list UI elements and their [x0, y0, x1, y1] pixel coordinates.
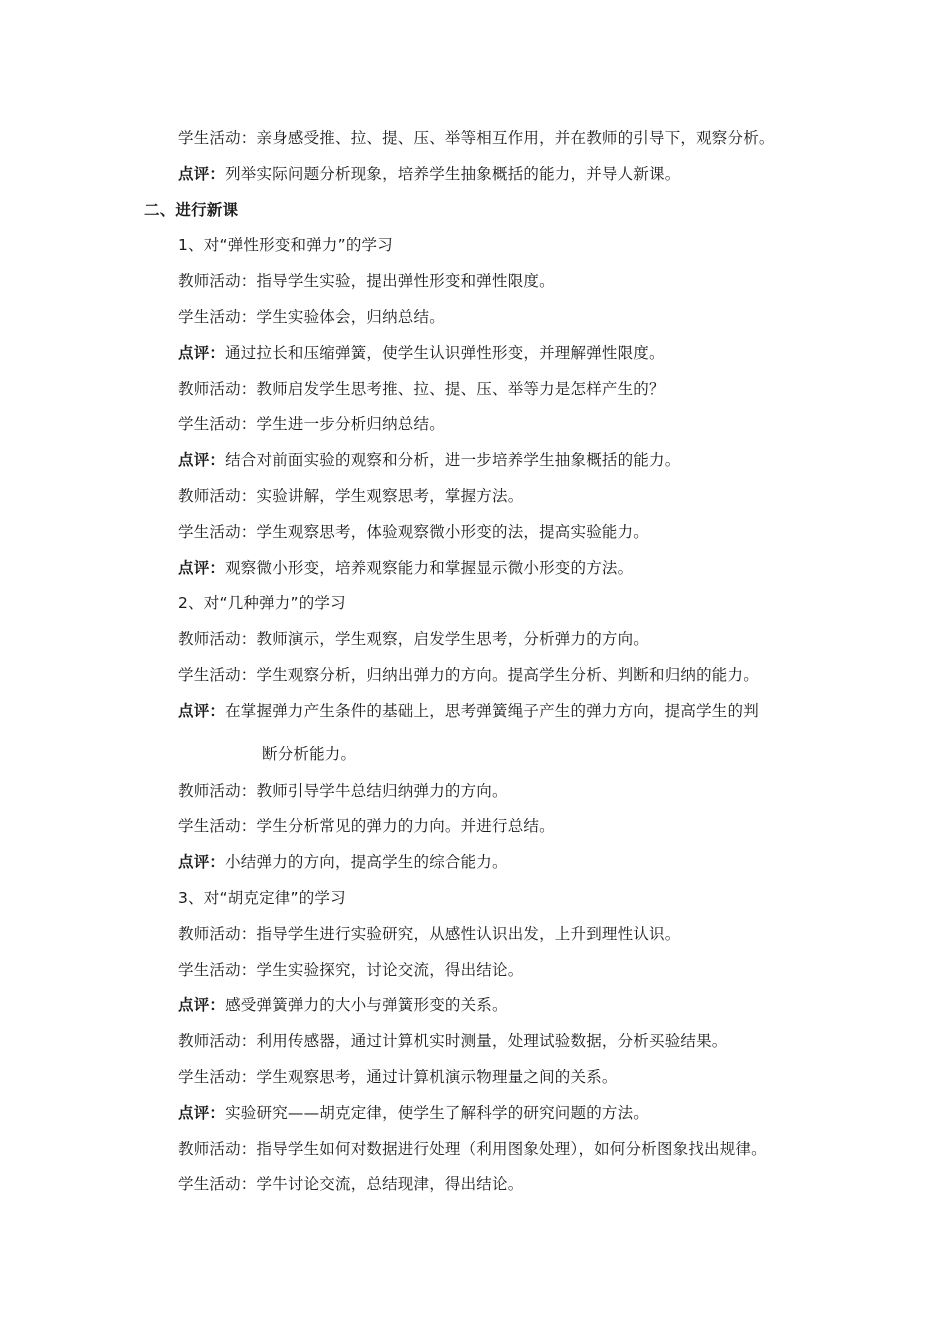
- line-text: 列举实际问题分析现象，培养学生抽象概括的能力，并导人新课。: [225, 164, 681, 183]
- comment-label: 点评：: [178, 701, 226, 720]
- paragraph-line: [0, 987, 950, 1023]
- paragraph-line: [0, 621, 950, 657]
- paragraph-line: [0, 335, 950, 371]
- line-text: 感受弹簧弹力的大小与弹簧形变的关系。: [225, 996, 508, 1015]
- paragraph-line: [0, 880, 950, 916]
- line-text: 学生活动：学生观察思考，通过计算机演示物理量之间的关系。: [178, 1067, 618, 1086]
- paragraph-line: [0, 916, 950, 952]
- document-page: [0, 120, 950, 1202]
- line-text: 断分析能力。: [262, 744, 357, 763]
- line-text: 教师活动：教师启发学生思考推、拉、提、压、举等力是怎样产生的？: [178, 379, 665, 398]
- paragraph-line: [0, 1166, 950, 1202]
- comment-label: 点评：: [178, 164, 226, 183]
- line-text: 学生活动：亲身感受推、拉、提、压、举等相互作用，并在教师的引导下，观察分析。: [178, 129, 775, 147]
- line-text: 学生活动：学生观察思考，体验观察微小形变的法，提高实验能力。: [178, 522, 650, 541]
- paragraph-line: [0, 585, 950, 621]
- paragraph-line: [0, 371, 950, 407]
- line-text: 学生活动：学牛讨论交流，总结现津，得出结论。: [178, 1175, 524, 1194]
- line-text: 教师活动：教师演示，学生观察，启发学生思考，分析弹力的方向。: [178, 630, 650, 649]
- comment-label: 点评：: [178, 558, 226, 577]
- line-text: 3、对“胡克定律”的学习: [178, 888, 346, 907]
- paragraph-line: [0, 478, 950, 514]
- paragraph-line: [0, 1095, 950, 1131]
- paragraph-line: [0, 263, 950, 299]
- line-text: 学生活动：学生分析常见的弹力的力向。并进行总结。: [178, 817, 555, 836]
- comment-label: 点评：: [178, 451, 226, 470]
- line-text: 教师活动：指导学生如何对数据进行处理（利用图象处理），如何分析图象找出规律。: [178, 1139, 767, 1158]
- line-text: 二、进行新课: [144, 200, 239, 219]
- comment-label: 点评：: [178, 853, 226, 872]
- paragraph-line: [0, 227, 950, 263]
- line-text: 学生活动：学生进一步分析归纳总结。: [178, 415, 445, 434]
- line-text: 教师活动：教师引导学牛总结归纳弹力的方向。: [178, 781, 508, 800]
- comment-label: 点评：: [178, 343, 226, 362]
- line-text: 2、对“几种弹力”的学习: [178, 594, 346, 613]
- line-text: 观察微小形变，培养观察能力和掌握显示微小形变的方法。: [225, 558, 634, 577]
- line-text: 实验研究——胡克定律，使学生了解科学的研究问题的方法。: [225, 1103, 650, 1122]
- paragraph-line: [0, 1023, 950, 1059]
- paragraph-line: [0, 442, 950, 478]
- line-text: 教师活动：指导学生实验，提出弹性形变和弹性限度。: [178, 272, 555, 291]
- line-text: 通过拉长和压缩弹簧，使学生认识弹性形变，并理解弹性限度。: [225, 343, 665, 362]
- paragraph-line: [0, 1059, 950, 1095]
- line-text: 1、对“弹性形变和弹力”的学习: [178, 236, 393, 255]
- line-text: 在掌握弹力产生条件的基础上，思考弹簧绳子产生的弹力方向，提高学生的判: [225, 701, 759, 720]
- paragraph-line: [0, 693, 950, 729]
- line-text: 学生活动：学生实验体会，归纳总结。: [178, 307, 445, 326]
- section-heading: [0, 192, 950, 228]
- paragraph-line: [0, 1131, 950, 1167]
- line-text: 学生活动：学生观察分析，归纳出弹力的方向。提高学生分析、判断和归纳的能力。: [178, 665, 759, 684]
- line-text: 教师活动：实验讲解，学生观察思考，掌握方法。: [178, 486, 524, 505]
- line-text: 教师活动：指导学生进行实验研究，从感性认识出发，上升到理性认识。: [178, 924, 681, 943]
- line-text: 结合对前面实验的观察和分析，进一步培养学生抽象概括的能力。: [225, 451, 681, 470]
- paragraph-line: [0, 808, 950, 844]
- line-text: 教师活动：利用传感器，通过计算机实时测量，处理试验数据，分析买验结果。: [178, 1032, 728, 1051]
- paragraph-line: [0, 952, 950, 988]
- paragraph-line: [0, 120, 950, 156]
- paragraph-line: [0, 657, 950, 693]
- paragraph-line: [0, 773, 950, 809]
- comment-label: 点评：: [178, 996, 226, 1015]
- paragraph-line: [0, 550, 950, 586]
- line-text: 学生活动：学生实验探究，讨论交流，得出结论。: [178, 960, 524, 979]
- paragraph-line: [0, 514, 950, 550]
- paragraph-line: [0, 299, 950, 335]
- paragraph-line: [0, 729, 950, 773]
- paragraph-line: [0, 156, 950, 192]
- paragraph-line: [0, 406, 950, 442]
- line-text: 小结弹力的方向，提高学生的综合能力。: [225, 853, 508, 872]
- comment-label: 点评：: [178, 1103, 226, 1122]
- paragraph-line: [0, 844, 950, 880]
